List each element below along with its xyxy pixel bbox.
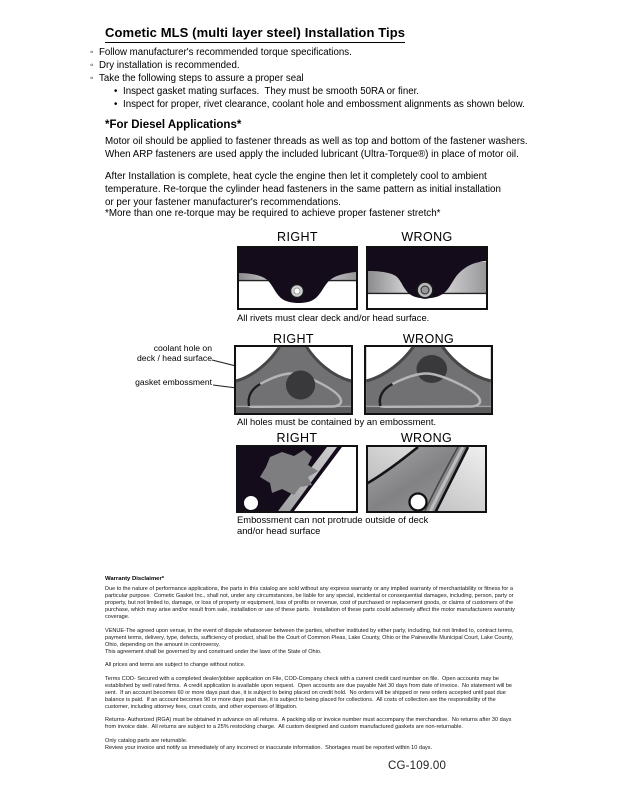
retorque-note: *More than one re-torque may be required to achieve proper fastener stretch*: [105, 208, 441, 219]
tip-bullet: [114, 86, 550, 99]
pair3-right-diagram: [236, 445, 358, 513]
bullet-marker-icon: ◦: [90, 59, 94, 71]
pair1-right-label: RIGHT: [277, 230, 318, 244]
coolant-hole-right: [286, 371, 315, 400]
pair3-wrong-label: WRONG: [400, 431, 453, 445]
fine-print-line: All prices and terms are subject to change without notice.: [105, 662, 246, 669]
bullet-marker-icon: •: [114, 85, 118, 97]
fine-print-paragraph: [105, 738, 518, 752]
fine-print-paragraph: [105, 628, 518, 656]
fine-print-line: Terms COD- Secured with a completed dealer/jobber application on File, COD-Company check with a current credit card number on file. Open accounts may be established by well rated firms. A credit application is available upon request. Open accounts are due payable Net 30 days from date of invoice. No statement will be sent. If an account becomes 60 or more days past due, it is subject to being placed on credit hold. No orders will be shipped or new orders accepted until past due balance is paid. If an account becomes 90 or more days past due, it is subject to being placed for collections. All costs of collection are the responsibility of the customer, including attorney fees, court costs, and other expenses of litigation.: [105, 675, 514, 710]
pair1-wrong-diagram: [366, 246, 488, 310]
fine-print-paragraph: [105, 586, 518, 621]
fine-print-line: Due to the nature of performance applications, the parts in this catalog are sold without any express warranty or any implied warranty of merchantability or fitness for a particular purpose. Cometic Gasket Inc., shall not, under any circumstances, be liable for any special, incidental or consequential damages, including, person, party or property, but not limited to, damage, or loss of property or equipment, loss of profits or revenue, cost of purchased or replacement goods, or claims of customers of the purchase, which may arise and/or result from sale, installation or use of these parts. Installation of these parts could adversely affect the motor manufacturers warranty coverage.: [105, 586, 517, 620]
fine-print-line: Review your invoice and notify us immediately of any incorrect or inaccurate information. Shortages must be reported within 10 days.: [105, 744, 433, 751]
pair1-right-diagram: [237, 246, 358, 310]
bolt-hole-right: [244, 496, 258, 510]
pair2-wrong-diagram: [364, 345, 493, 415]
bullet-text: Dry installation is recommended.: [99, 59, 240, 71]
warranty-disclaimer-heading: Warranty Disclaimer*: [105, 576, 165, 582]
tip-bullet: [90, 60, 550, 73]
fine-print-line: Returns- Authorized (RGA) must be obtained in advance on all returns. A packing slip or invoice number must accompany the merchandise. No returns after 30 days from invoice date. All returns are subject to a 25% restocking charge. All custom designed and custom manufactured gaskets are non-returnable.: [105, 717, 513, 731]
installation-tips-list: [90, 47, 550, 112]
warranty-disclaimer-text: [105, 586, 518, 759]
diesel-paragraph-2: [105, 170, 545, 209]
pair3-right-label: RIGHT: [276, 431, 318, 445]
bolt-hole-wrong: [410, 494, 427, 511]
tip-bullet: [114, 99, 550, 112]
fine-print-paragraph: [105, 662, 518, 669]
page-number: CG-109.00: [388, 760, 447, 772]
bullet-marker-icon: ◦: [90, 47, 94, 58]
pair2-caption: All holes must be contained by an embossment.: [237, 416, 437, 427]
diesel-paragraph-1: [105, 135, 545, 161]
gasket-embossment-annotation: gasket embossment: [135, 377, 212, 387]
fine-print-line: VENUE-The agreed upon venue, in the event of dispute whatsoever between the parties, whether instituted by either party, including, but not limited to, contract terms, payment terms, delivery, type, defects, sufficiency of product, shall be the Court of Common Pleas, Lake County, Ohio or the Painesville Municipal Court, Lake County, Ohio, depending on the amount in controversy.: [105, 627, 515, 648]
fine-print-paragraph: [105, 717, 518, 731]
diesel-applications-heading: *For Diesel Applications*: [105, 119, 242, 131]
coolant-hole-wrong: [416, 355, 447, 383]
text-line: deck / head surface: [136, 352, 212, 363]
tip-bullet: [90, 73, 550, 86]
bullet-text: Follow manufacturer's recommended torque specifications.: [99, 47, 352, 58]
page-title: Cometic MLS (multi layer steel) Installation Tips: [105, 25, 405, 43]
text-line: and/or head surface: [237, 524, 321, 536]
bullet-marker-icon: ◦: [90, 72, 94, 84]
bullet-marker-icon: •: [114, 98, 118, 110]
fine-print-line: This agreement shall be governed by and construed under the laws of the State of Ohio.: [105, 648, 322, 655]
pair2-right-diagram: [234, 345, 353, 415]
text-line: When ARP fasteners are used apply the included lubricant (Ultra-Torque®) in place of motor oil.: [105, 149, 519, 160]
text-line: After Installation is complete, heat cycle the engine then let it completely cool to ambient: [105, 171, 487, 182]
pair3-caption: [237, 515, 517, 536]
tip-bullet: [90, 47, 550, 60]
text-line: Motor oil should be applied to fastener threads as well as top and bottom of the fastener washers.: [105, 136, 528, 147]
pair2-wrong-label: WRONG: [402, 332, 455, 346]
pair2-right-label: RIGHT: [273, 332, 314, 346]
bullet-text: Inspect gasket mating surfaces. They must be smooth 50RA or finer.: [123, 85, 419, 97]
pair3-wrong-diagram: [366, 445, 487, 513]
text-line: or per your fastener manufacturer's recommendations.: [105, 197, 342, 208]
pair1-wrong-label: WRONG: [401, 230, 453, 244]
fine-print-paragraph: [105, 676, 518, 711]
text-line: temperature. Re-torque the cylinder head fasteners in the same pattern as initial installation: [105, 184, 501, 195]
bullet-text: Inspect for proper, rivet clearance, coolant hole and embossment alignments as shown below.: [123, 98, 525, 110]
bullet-text: Take the following steps to assure a proper seal: [99, 72, 304, 84]
text-line: Embossment can not protrude outside of deck: [237, 514, 429, 525]
text-line: coolant hole on: [153, 343, 212, 353]
pair1-caption: All rivets must clear deck and/or head surface.: [237, 312, 430, 323]
fine-print-line: Only catalog parts are returnable.: [105, 737, 188, 744]
